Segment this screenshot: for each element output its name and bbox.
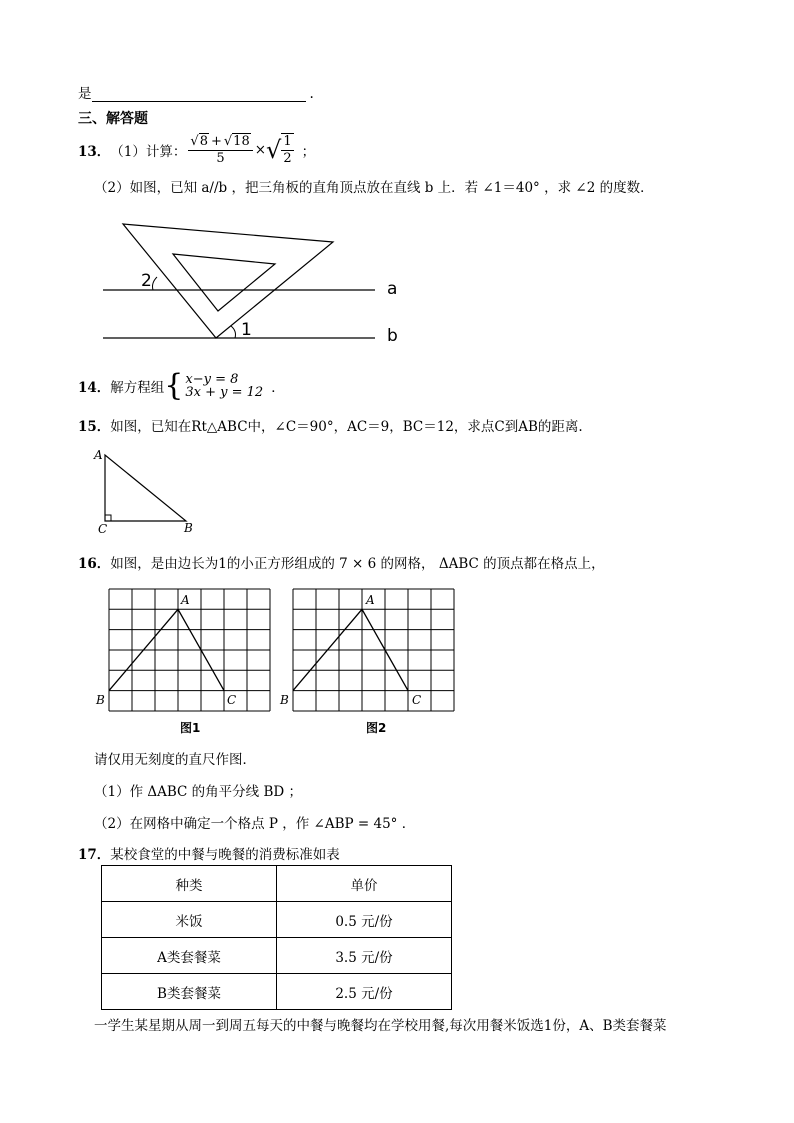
q13-number: 13．	[78, 144, 111, 160]
q14-suffix: ．	[271, 380, 285, 396]
vertex-a-label: A	[94, 448, 103, 462]
q15	[78, 415, 583, 435]
times-sign: ×	[254, 142, 267, 158]
table-row	[102, 902, 452, 938]
label-2: 2	[141, 271, 152, 291]
table-header-row	[102, 866, 452, 902]
q16-text: 如图，是由边长为1的小正方形组成的 7 × 6 的网格， ΔABC 的顶点都在格点上，	[110, 556, 605, 572]
label-1: 1	[241, 320, 252, 340]
q17-number: 17．	[78, 847, 111, 863]
right-angle-mark	[105, 515, 111, 521]
q13-fraction: $\frac{√8 + √18}{5}$	[188, 134, 252, 167]
q13-part1	[78, 132, 315, 168]
fill-in-prefix: 是	[78, 86, 92, 102]
vertex-b-label: B	[184, 521, 193, 535]
fig2-caption: 图2	[366, 721, 387, 735]
table-cell: B类套餐菜	[102, 974, 277, 1010]
equation-2: 3x + y = 12	[185, 385, 264, 400]
section-title: 三、解答题	[78, 111, 148, 127]
angle-1-arc	[231, 326, 236, 338]
table-cell: 3.5 元/份	[277, 938, 452, 974]
q14-text: 解方程组	[110, 380, 165, 396]
q17-continuation: 一学生某星期从周一到周五每天的中餐与晚餐均在学校用餐,每次用餐米饭选1份，A、B类套餐菜	[94, 1018, 667, 1034]
q13-part1-prefix: （1）计算：	[110, 144, 187, 160]
table-cell: 0.5 元/份	[277, 902, 452, 938]
fig2-label-c: C	[412, 693, 422, 707]
q16-number: 16．	[78, 556, 111, 572]
fig1-label-b: B	[96, 693, 105, 707]
q14-number: 14．	[78, 380, 111, 396]
grid-2-lines	[293, 589, 454, 711]
price-table	[101, 865, 452, 1010]
label-a: a	[387, 279, 398, 299]
table-row	[102, 974, 452, 1010]
vertex-c-label: C	[98, 522, 108, 536]
q16-instruction: 请仅用无刻度的直尺作图．	[94, 752, 256, 768]
q14	[78, 368, 285, 404]
equation-1: x−y = 8	[185, 372, 239, 387]
fill-in-suffix: .	[309, 86, 314, 102]
triangle-abc	[105, 455, 186, 521]
fig1-label-c: C	[227, 693, 237, 707]
fig1-label-a: A	[181, 593, 190, 607]
grid-figure-1	[92, 584, 282, 739]
label-b: b	[387, 326, 398, 346]
parallel-lines-triangle-figure	[95, 215, 415, 350]
fig2-label-a: A	[366, 593, 375, 607]
table-cell: 2.5 元/份	[277, 974, 452, 1010]
q16	[78, 552, 605, 572]
answer-blank	[92, 87, 306, 102]
grid-figure-2	[278, 584, 468, 739]
angle-2-arc	[153, 277, 158, 290]
table-cell: A类套餐菜	[102, 938, 277, 974]
q15-text: 如图，已知在Rt△ABC中，∠C＝90°，AC＝9，BC＝12，求点C到AB的距离.	[110, 419, 583, 435]
q13-sqrt-half: √ $\frac{1}{2}$	[266, 134, 292, 166]
fig2-label-b: B	[280, 693, 289, 707]
q16-part2: （2）在网格中确定一个格点 P ，作 ∠ABP = 45° ．	[94, 816, 416, 832]
q17-text: 某校食堂的中餐与晚餐的消费标准如表	[110, 847, 340, 863]
table-cell: 米饭	[102, 902, 277, 938]
table-row	[102, 938, 452, 974]
table-header-cell: 单价	[277, 866, 452, 902]
q16-part1: （1）作 ΔABC 的角平分线 BD ；	[94, 784, 302, 800]
q17	[78, 843, 340, 863]
q13-part1-suffix: ；	[301, 144, 316, 160]
right-triangle-figure	[90, 446, 200, 536]
fill-in-line	[78, 82, 314, 102]
grid-1-lines	[109, 589, 270, 711]
fig1-caption: 图1	[180, 721, 201, 735]
q13-part2: （2）如图，已知 a//b ，把三角板的直角顶点放在直线 b 上．若 ∠1＝40° ，求 ∠2 的度数．	[94, 180, 654, 196]
q15-number: 15．	[78, 419, 111, 435]
table-header-cell: 种类	[102, 866, 277, 902]
equation-system: { x−y = 8 3x + y = 12	[164, 368, 264, 403]
